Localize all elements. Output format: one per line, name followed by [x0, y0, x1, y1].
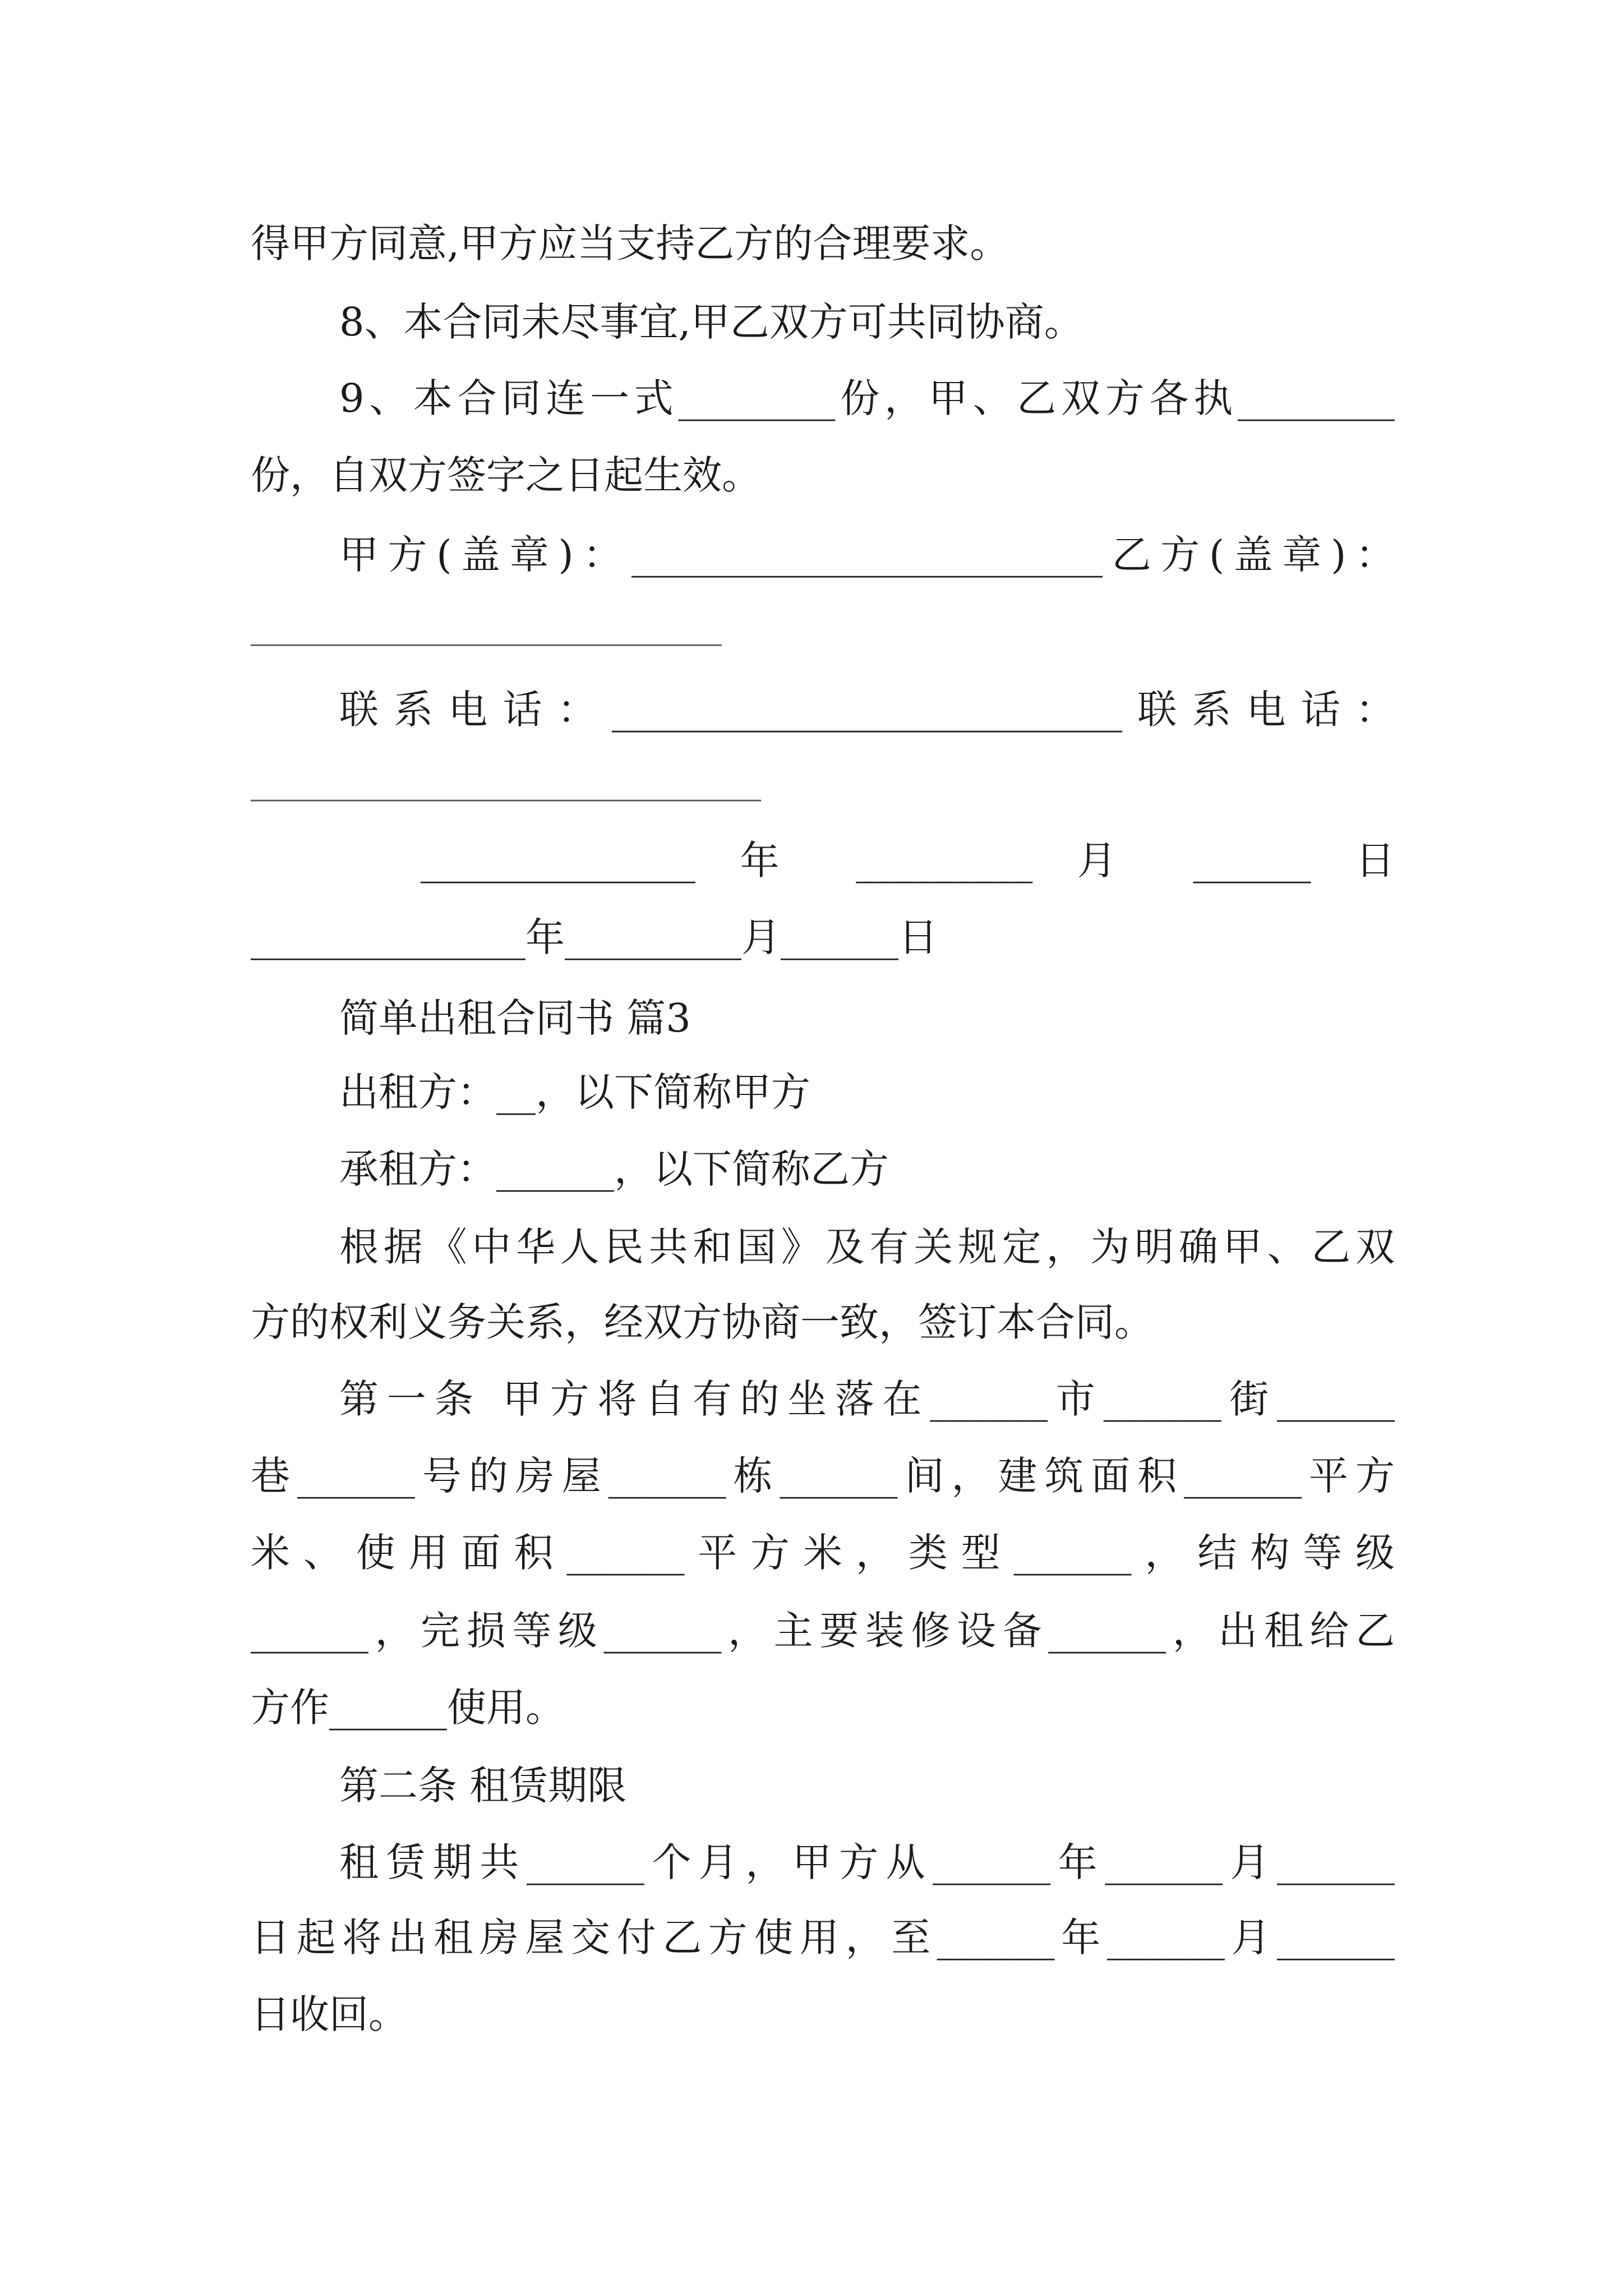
article1-line: ______，完损等级______，主要装修设备______，出租给乙 [251, 1608, 1395, 1654]
article1-line: 方作______使用。 [251, 1685, 565, 1731]
article2-heading: 第二条 租赁期限 [339, 1763, 627, 1809]
preamble-line: 方的权利义务关系，经双方协商一致，签订本合同。 [251, 1299, 1154, 1345]
clause7-tail-line: 得甲方同意,甲方应当支持乙方的合理要求。 [251, 220, 1009, 266]
preamble-line: 根据《中华人民共和国》及有关规定，为明确甲、乙双 [339, 1224, 1395, 1270]
lessee-line: 承租方：______，以下简称乙方 [339, 1146, 889, 1192]
phone-line: 联系电话：__________________________联系电话： [339, 687, 1395, 733]
seal-blank-line: ________________________ [251, 600, 722, 646]
phone-blank-line: __________________________ [251, 756, 761, 802]
article2-line: 日起将出租房屋交付乙方使用，至______年______月______ [251, 1915, 1395, 1961]
date-line-1: ______________ 年 _________ 月 ______ 日 [421, 838, 1395, 884]
article2-line: 日收回。 [251, 1991, 408, 2037]
date-line-2: ______________年_________月______日 [251, 914, 938, 960]
lessor-line: 出租方：__，以下简称甲方 [339, 1069, 810, 1115]
seal-line: 甲方(盖章)：________________________乙方(盖章)： [339, 532, 1395, 578]
article1-line: 巷______号的房屋______栋______间，建筑面积______平方 [251, 1453, 1395, 1499]
clause8-line: 8、本合同未尽事宜,甲乙双方可共同协商。 [339, 299, 1083, 345]
article1-line: 第一条 甲方将自有的坐落在______市______街______ [339, 1376, 1395, 1422]
article2-line: 租赁期共______个月，甲方从______年______月______ [339, 1839, 1395, 1885]
clause9-line-1: 9、本合同连一式________份，甲、乙双方各执________ [339, 375, 1395, 421]
section3-heading: 简单出租合同书 篇3 [339, 995, 691, 1041]
clause9-line-2: 份，自双方签字之日起生效。 [251, 452, 761, 498]
article1-line: 米、使用面积______平方米，类型______，结构等级 [251, 1530, 1395, 1576]
